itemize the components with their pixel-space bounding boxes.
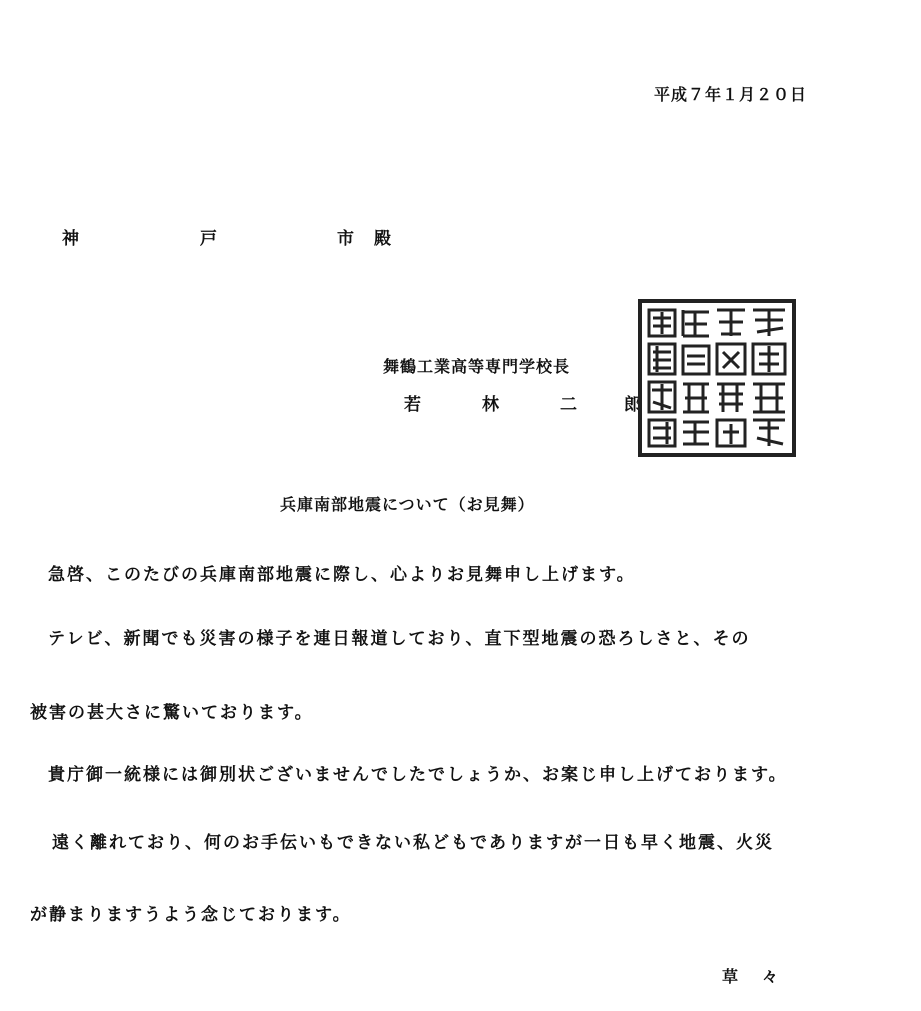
recipient-line <box>62 224 402 248</box>
official-seal-icon <box>637 298 797 458</box>
letter-closing <box>722 964 792 988</box>
recipient-char: 市 <box>337 229 354 249</box>
seal-glyphs <box>649 310 785 446</box>
closing-char: 草 <box>722 967 739 986</box>
body-paragraph-3: 貴庁御一統様には御別状ございませんでしたでしょうか、お案じ申し上げております。 <box>48 765 788 785</box>
body-paragraph-1: 急啓、このたびの兵庫南部地震に際し、心よりお見舞申し上げます。 <box>48 565 636 585</box>
sender-name-char: 林 <box>482 395 499 415</box>
body-paragraph-2-line-2: 被害の甚大さに驚いております。 <box>30 703 314 723</box>
recipient-char: 戸 <box>200 229 217 249</box>
body-paragraph-4-line-1: 遠く離れており、何のお手伝いもできない私どもでありますが一日も早く地震、火災 <box>52 833 774 853</box>
sender-name-char: 若 <box>404 395 421 415</box>
sender-name-char: 郎 <box>624 395 641 415</box>
sender-title: 舞鶴工業高等専門学校長 <box>383 357 571 376</box>
letter-subject: 兵庫南部地震について（お見舞） <box>280 495 535 514</box>
recipient-honorific: 殿 <box>374 229 391 249</box>
body-paragraph-4-line-2: が静まりますうよう念じております。 <box>30 905 352 925</box>
recipient-char: 神 <box>62 229 79 249</box>
sender-name-char: 二 <box>560 395 577 415</box>
sender-name <box>404 390 644 414</box>
body-paragraph-2-line-1: テレビ、新聞でも災害の様子を連日報道しており、直下型地震の恐ろしさと、その <box>48 629 751 649</box>
letter-date: 平成７年１月２０日 <box>654 85 808 104</box>
closing-char: 々 <box>762 967 779 986</box>
